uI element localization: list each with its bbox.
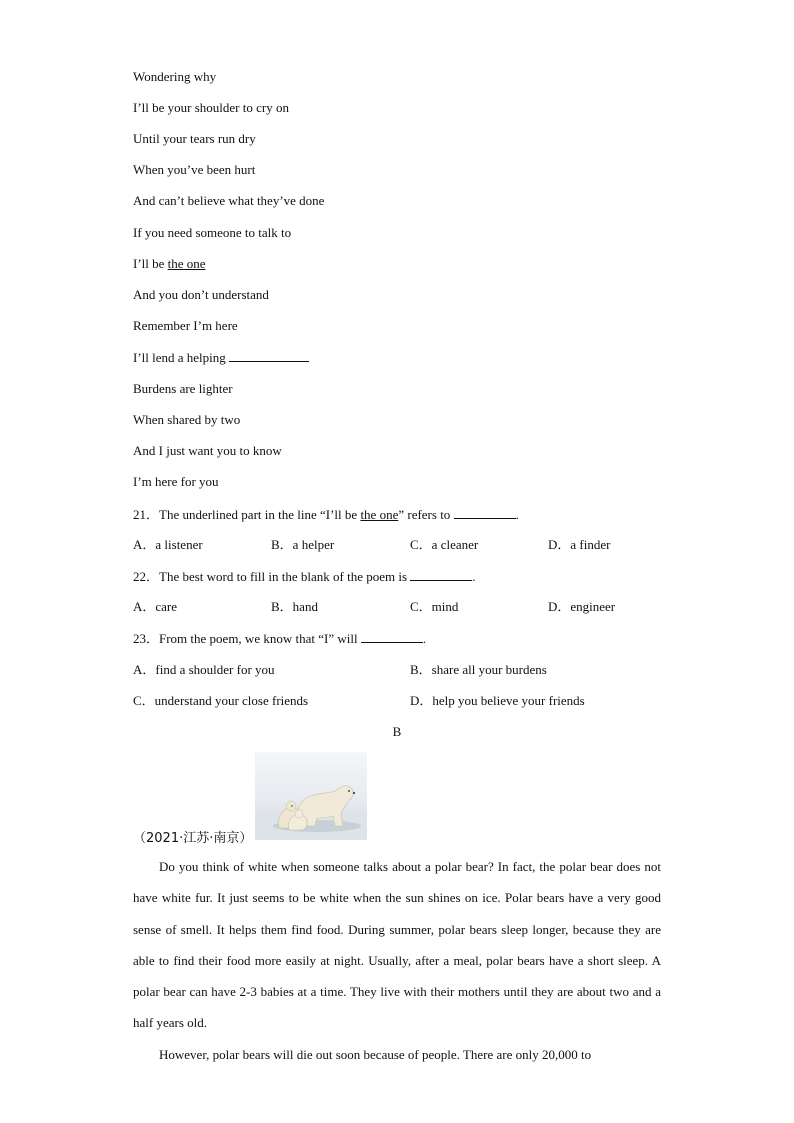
poem-line: And can’t believe what they’ve done <box>133 193 325 208</box>
reading-paragraph-2: However, polar bears will die out soon because of people. There are only 20,000 to <box>159 1047 592 1062</box>
question-21-stem <box>133 506 519 523</box>
question-text: . <box>515 507 519 522</box>
option-a[interactable]: A．a listener <box>133 537 203 552</box>
poem-line: If you need someone to talk to <box>133 225 292 240</box>
poem-text: I’ll lend a helping <box>133 350 230 365</box>
answer-blank[interactable] <box>454 506 516 519</box>
question-text: 23．From the poem, we know that “I” will <box>133 631 361 646</box>
poem-line: When you’ve been hurt <box>133 162 256 177</box>
poem-line: And you don’t understand <box>133 287 269 302</box>
answer-blank[interactable] <box>410 568 472 581</box>
polar-bear-image <box>255 752 367 840</box>
option-d[interactable]: D．help you believe your friends <box>410 693 585 708</box>
poem-line: Burdens are lighter <box>133 381 233 396</box>
option-b[interactable]: B．share all your burdens <box>410 662 547 677</box>
question-text: . <box>472 569 476 584</box>
poem-line: When shared by two <box>133 412 241 427</box>
option-b[interactable]: B．hand <box>271 599 318 614</box>
poem-line: Until your tears run dry <box>133 131 256 146</box>
question-text: 22．The best word to fill in the blank of the poem is <box>133 569 411 584</box>
poem-line: I’ll be your shoulder to cry on <box>133 100 289 115</box>
poem-line: Remember I’m here <box>133 318 238 333</box>
underlined-phrase: the one <box>360 507 399 522</box>
option-c[interactable]: C．mind <box>410 599 459 614</box>
option-d[interactable]: D．engineer <box>548 599 616 614</box>
poem-line: And I just want you to know <box>133 443 282 458</box>
option-d[interactable]: D．a finder <box>548 537 611 552</box>
poem-line-the-one <box>133 256 206 272</box>
question-22-stem <box>133 568 476 585</box>
option-a[interactable]: A．care <box>133 599 178 614</box>
question-text: . <box>422 631 427 646</box>
question-text: ” refers to <box>398 507 454 522</box>
question-23-stem <box>133 630 426 647</box>
poem-line: I’m here for you <box>133 474 219 489</box>
poem-text: I’ll be <box>133 256 168 271</box>
question-text: 21．The underlined part in the line “I’ll be <box>133 507 361 522</box>
reading-paragraph-1: Do you think of white when someone talks about a polar bear? In fact, the polar bear does not have white fur. It just seems to be white when the sun shines on ice. Polar bears have a very good sense of smell. It helps them find food. During summer, polar bears sleep longer, because they are able to find their food more easily at night. Usually, after a meal, polar bears have a short sleep. A polar bear can have 2-3 babies at a time. They live with their mothers until they are about two and a half years old. <box>133 859 661 1031</box>
option-c[interactable]: C．a cleaner <box>410 537 479 552</box>
option-c[interactable]: C．understand your close friends <box>133 693 309 708</box>
fill-in-blank[interactable] <box>229 349 309 362</box>
section-label: B <box>392 724 402 739</box>
poem-line: Wondering why <box>133 69 217 84</box>
option-b[interactable]: B．a helper <box>271 537 335 552</box>
answer-blank[interactable] <box>361 630 423 643</box>
poem-line-helping <box>133 349 309 366</box>
underlined-phrase: the one <box>167 256 206 271</box>
source-label: （2021·江苏·南京） <box>133 831 253 846</box>
option-a[interactable]: A．find a shoulder for you <box>133 662 275 677</box>
